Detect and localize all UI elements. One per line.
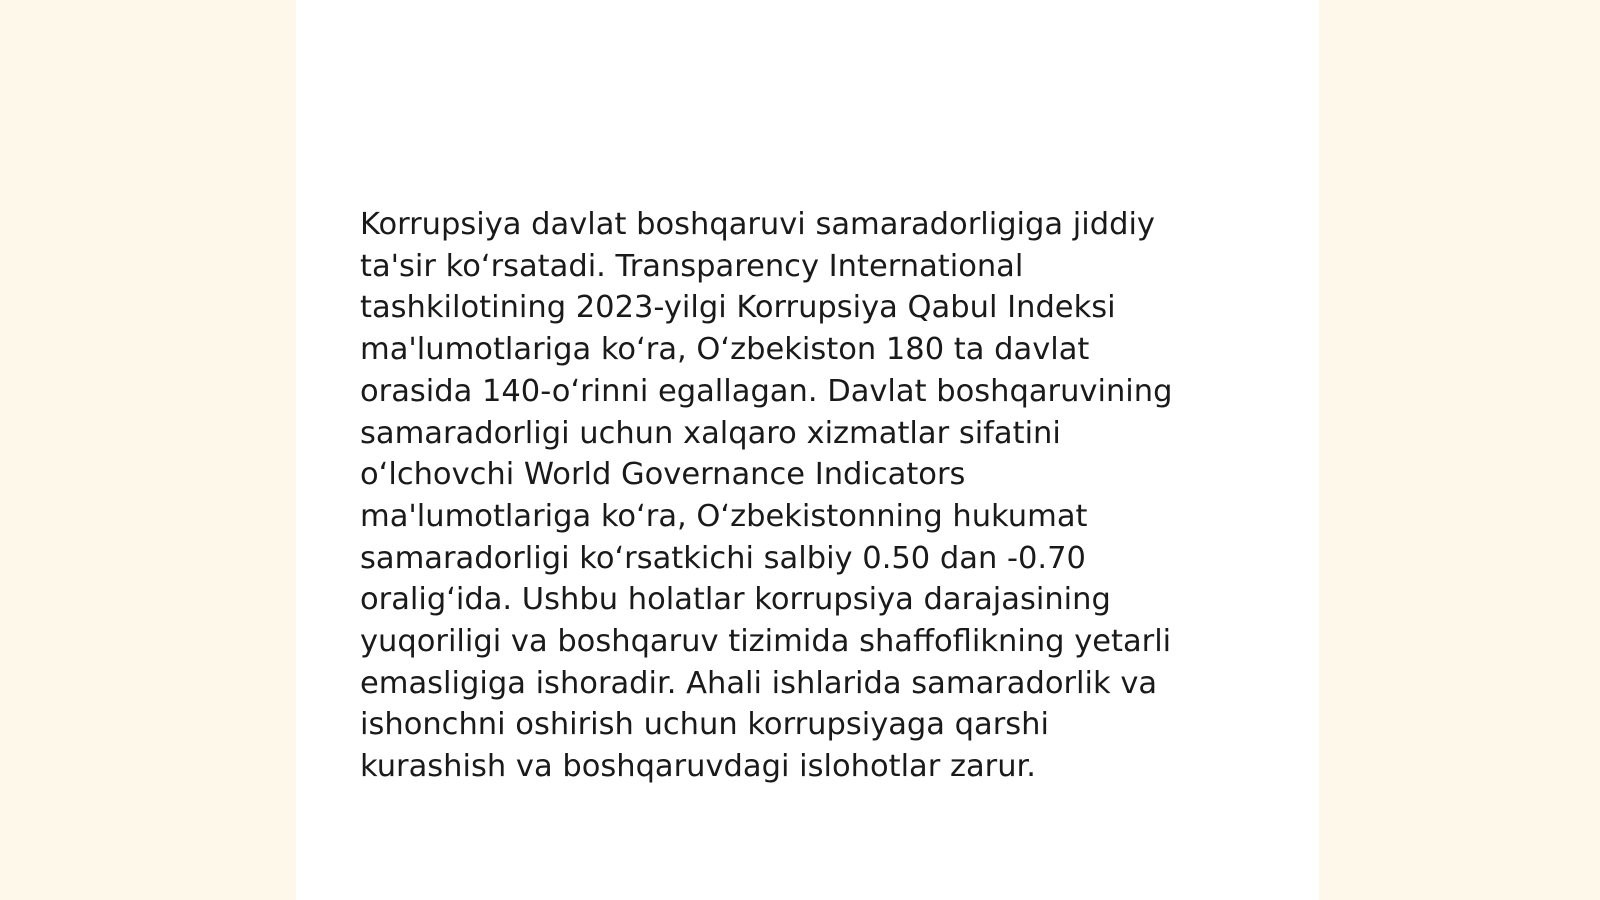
body-paragraph: Korrupsiya davlat boshqaruvi samaradorligiga jiddiy ta'sir koʻrsatadi. Transparency International tashkilotining 2023-yilgi Korrupsiya Qabul Indeksi ma'lumotlariga koʻra, Oʻzbekiston 180 ta davlat orasida 140-oʻrinni egallagan. Davlat boshqaruvining samaradorligi uchun xalqaro xizmatlar sifatini oʻlchovchi World Governance Indicators ma'lumotlariga koʻra, Oʻzbekistonning hukumat samaradorligi koʻrsatkichi salbiy 0.50 dan -0.70 oraligʻida. Ushbu holatlar korrupsiya darajasining yuqoriligi va boshqaruv tizimida shaffoflikning yetarli emasligiga ishoradir. Ahali ishlarida samaradorlik va ishonchni oshirish uchun korrupsiyaga qarshi kurashish va boshqaruvdagi islohotlar zarur.	[360, 207, 1173, 785]
document-page	[296, 0, 1319, 900]
